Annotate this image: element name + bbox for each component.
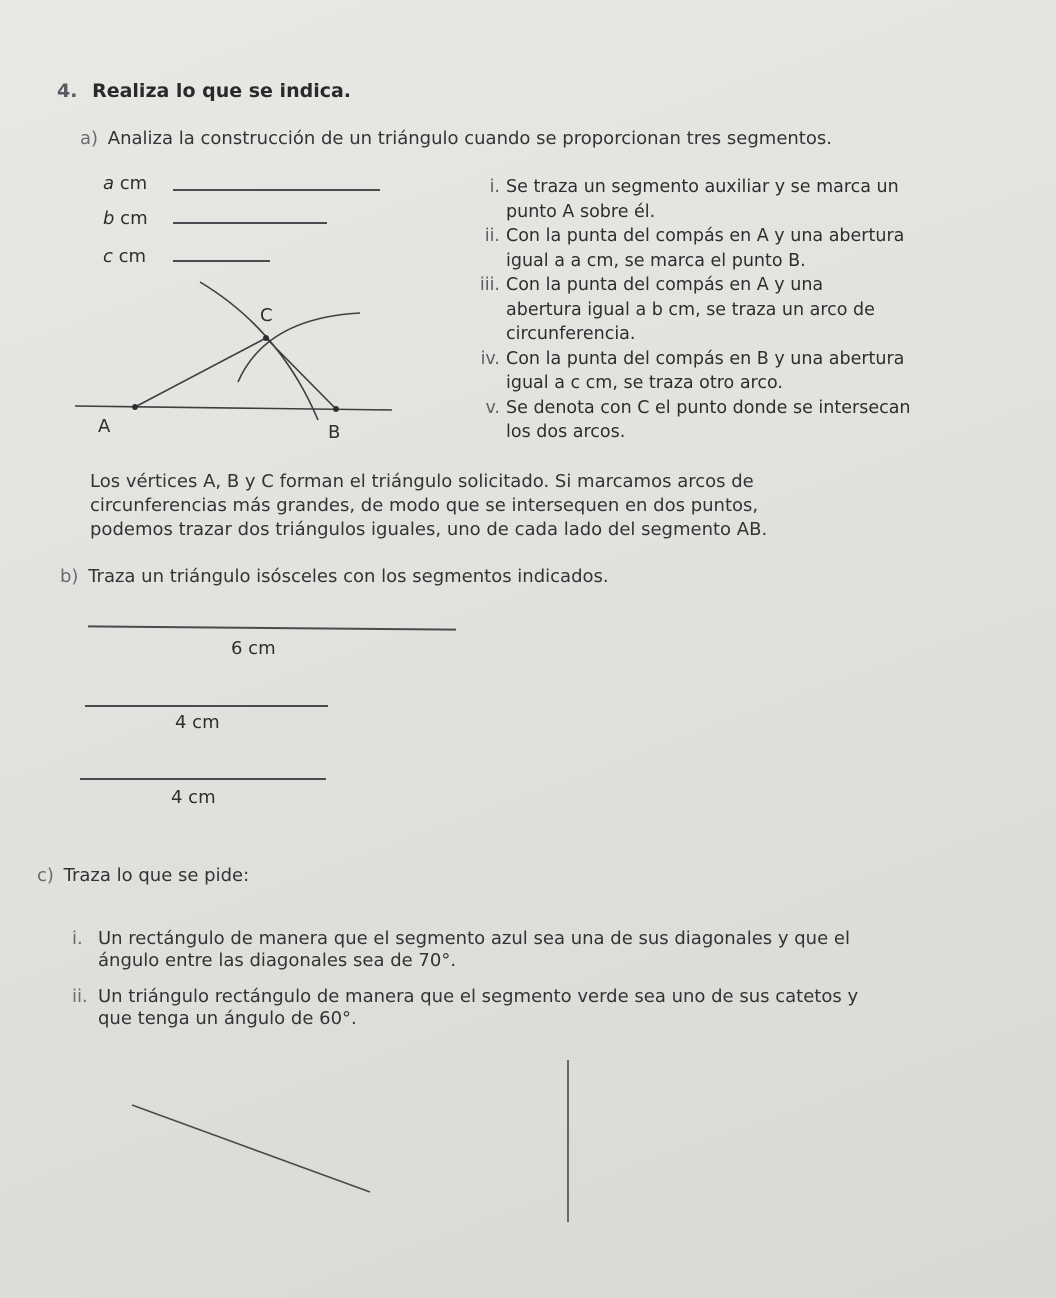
part-c-item-1-line-2: ángulo entre las diagonales sea de 70°. [98,950,457,971]
point-b [333,406,339,412]
part-c-item-2-line-1: Un triángulo rectángulo de manera que el segmento verde sea uno de sus catetos y [98,986,859,1007]
segment-c-unit: cm [118,246,147,267]
step-1-line-2: punto A sobre él. [506,201,656,222]
segment-b-var: b [103,208,115,229]
step-2-line-2: igual a a cm, se marca el punto B. [506,250,806,271]
auxiliary-line [75,406,392,410]
part-c-heading [37,865,249,886]
diagonal-segment [132,1105,370,1192]
part-c-item-1 [72,928,850,972]
part-a-paragraph [90,470,767,542]
step-3 [462,273,911,347]
part-a-marker: a) [80,128,99,149]
step-3-line-1: Con la punta del compás en A y una [506,275,824,295]
side-ac [135,338,266,407]
segment-a-line [173,189,380,191]
segment-b-label [103,208,148,229]
step-5-num: v. [485,397,500,418]
step-4 [462,347,911,396]
exercise-number: 4. [57,80,78,102]
step-2-line-1: Con la punta del compás en A y una abertura [506,226,905,246]
step-5-line-1: Se denota con C el punto donde se intersecan [506,397,911,418]
segment-c-label [103,246,146,267]
part-a-text: Analiza la construcción de un triángulo cuando se proporcionan tres segmentos. [107,128,832,149]
segment-a-label [103,173,147,194]
segment-b-line [173,222,327,224]
paragraph-line-3: podemos trazar dos triángulos iguales, uno de cada lado del segmento AB. [90,519,768,540]
triangle-construction-figure [70,270,400,445]
step-1 [462,175,911,224]
step-1-line-1: Se traza un segmento auxiliar y se marca un [506,177,899,197]
step-4-line-1: Con la punta del compás en B y una abertura [506,348,905,369]
label-a: A [98,416,111,437]
segment-c-line [173,260,270,262]
paragraph-line-2: circunferencias más grandes, de modo que se intersequen en dos puntos, [90,495,759,516]
part-b-heading [60,566,609,587]
part-c-item-1-num: i. [72,928,83,949]
segment-6cm-line [88,625,456,630]
part-c-marker: c) [37,865,54,886]
exercise-title: Realiza lo que se indica. [92,80,352,102]
part-c-item-2 [72,986,858,1030]
label-c: C [260,305,273,326]
step-3-num: iii. [479,275,500,295]
step-1-num: i. [489,177,500,197]
label-b: B [328,422,341,443]
segment-4cm-line-1 [85,705,328,707]
segment-c-var: c [103,246,113,267]
paragraph-line-1: Los vértices A, B y C forman el triángulo solicitado. Si marcamos arcos de [90,471,754,492]
step-3-line-2: abertura igual a b cm, se traza un arco de [506,299,875,320]
exercise-header [57,80,351,102]
segment-4cm-label-2: 4 cm [171,787,216,808]
step-5 [462,396,911,445]
segment-a-var: a [103,173,115,194]
part-c-text: Traza lo que se pide: [63,865,250,886]
part-b-marker: b) [60,566,79,587]
segment-b-unit: cm [120,208,148,229]
step-4-num: iv. [480,348,500,369]
part-c-item-2-line-2: que tenga un ángulo de 60°. [98,1008,357,1029]
segment-6cm-label: 6 cm [231,638,276,659]
step-2 [462,224,911,273]
step-5-line-2: los dos arcos. [506,422,626,442]
steps-list [462,175,911,445]
part-a-heading [80,128,832,149]
point-c [263,335,269,341]
part-b-text: Traza un triángulo isósceles con los segmentos indicados. [88,566,609,587]
point-a [132,404,138,410]
part-c-item-2-num: ii. [72,986,88,1007]
step-3-line-3: circunferencia. [506,324,636,344]
step-4-line-2: igual a c cm, se traza otro arco. [506,373,783,393]
part-c-item-1-line-1: Un rectángulo de manera que el segmento azul sea una de sus diagonales y que el [98,928,850,949]
segment-4cm-line-2 [80,778,326,780]
step-2-num: ii. [484,226,500,246]
segment-a-unit: cm [119,173,148,194]
part-c-segments [120,1050,590,1230]
segment-4cm-label-1: 4 cm [175,712,220,733]
